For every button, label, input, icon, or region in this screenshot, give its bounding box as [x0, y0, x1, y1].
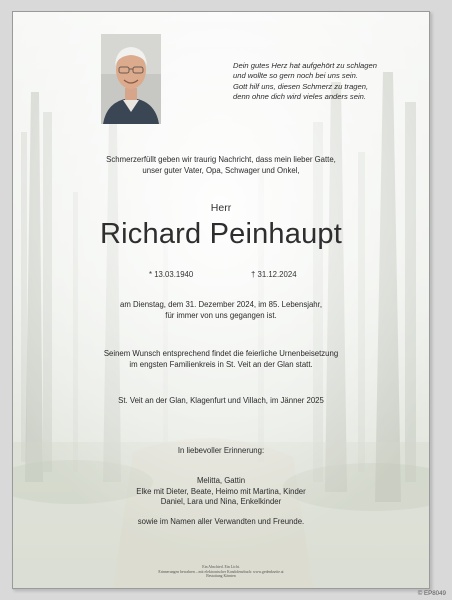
- obituary-card: [12, 11, 430, 589]
- footer-imprint: [13, 565, 429, 579]
- burial-notice-line: im engsten Familienkreis in St. Veit an der Glan statt.: [129, 359, 313, 369]
- template-code: © EP8049: [417, 590, 446, 597]
- intro-line: Schmerzerfüllt geben wir traurig Nachricht, dass mein lieber Gatte,: [106, 155, 336, 164]
- poem: [233, 61, 423, 103]
- relatives-line: sowie im Namen aller Verwandten und Freunde.: [137, 517, 305, 526]
- burial-notice: [13, 349, 429, 370]
- death-notice: [13, 300, 429, 321]
- mourner-line: Melitta, Gattin: [196, 476, 246, 485]
- mourner-line: Daniel, Lara und Nina, Enkelkinder: [160, 497, 282, 507]
- poem-line: Gott hilf uns, diesen Schmerz zu tragen,: [233, 81, 369, 91]
- death-notice-line: für immer von uns gegangen ist.: [165, 310, 277, 320]
- place-date: St. Veit an der Glan, Klagenfurt und Villach, im Jänner 2025: [118, 396, 324, 405]
- footer-line: Erinnerungen bewahren – mit elektronischer Kondolenzbuch: www.gedenkseite.at: [158, 569, 284, 574]
- mourner-line: Elke mit Dieter, Beate, Heimo mit Martina, Kinder: [136, 486, 306, 496]
- salutation: Herr: [210, 202, 232, 214]
- memory-heading: In liebevoller Erinnerung:: [177, 446, 265, 455]
- birth-date: * 13.03.1940: [149, 270, 194, 279]
- poem-line: denn ohne dich wird vieles anders sein.: [233, 92, 366, 102]
- portrait-photo: [101, 34, 161, 124]
- death-notice-line: am Dienstag, dem 31. Dezember 2024, im 85. Lebensjahr,: [120, 300, 322, 309]
- mourners-list: [13, 476, 429, 508]
- footer-line: Bestattung Kärnten: [206, 574, 236, 579]
- deceased-name: Richard Peinhaupt: [100, 218, 342, 250]
- poem-line: Dein gutes Herz hat aufgehört zu schlagen: [233, 61, 377, 70]
- death-date: † 31.12.2024: [251, 270, 297, 279]
- intro-line: unser guter Vater, Opa, Schwager und Onkel,: [142, 165, 300, 175]
- footer-line: Ein Abschied. Ein Licht.: [202, 565, 240, 569]
- poem-line: und wollte so gern noch bei uns sein.: [233, 71, 358, 81]
- intro-text: [13, 155, 429, 176]
- burial-notice-line: Seinem Wunsch entsprechend findet die feierliche Urnenbeisetzung: [103, 349, 339, 358]
